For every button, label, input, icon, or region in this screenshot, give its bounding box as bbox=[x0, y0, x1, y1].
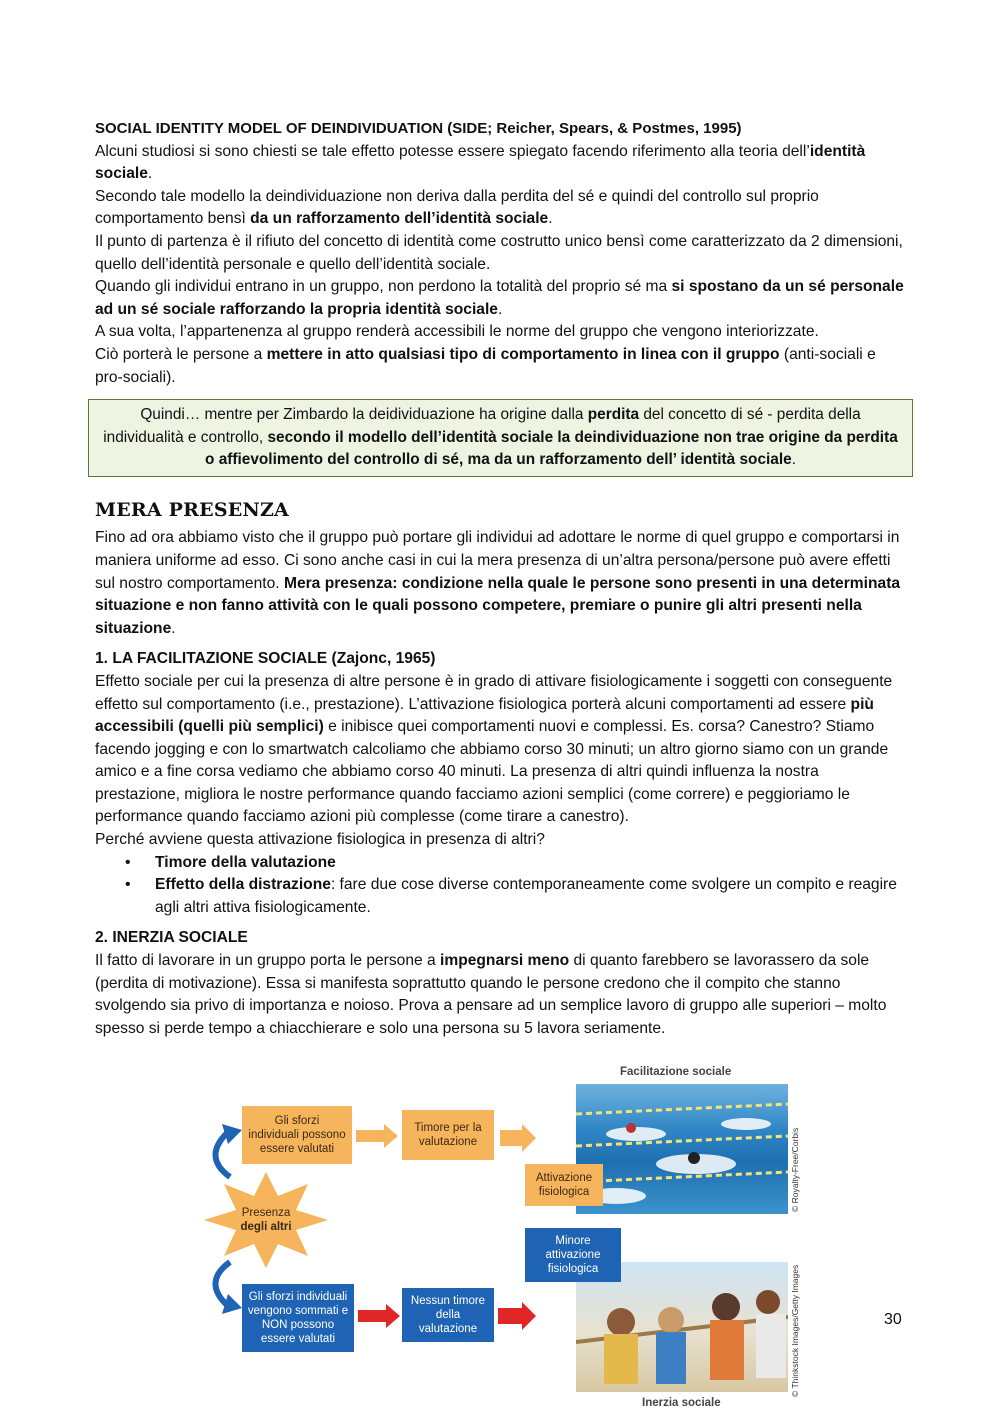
facilitation-inertia-diagram bbox=[200, 1062, 800, 1414]
star-label-bottom: degli altri bbox=[240, 1221, 292, 1233]
curved-arrow-down-icon bbox=[200, 1258, 250, 1318]
facilitazione-paragraph: Effetto sociale per cui la presenza di altre persone è in grado di attivare fisiologicamente i soggetti con conseguente effetto sul comportamento (i.e., prestazione). L’attivazione fisiologica porterà alcuni comportamenti ad essere più accessibili (quelli più semplici) e inibisce quei comportamenti nuovi e complessi. Es. corsa? Canestro? Stiamo facendo jogging e con lo smartwatch calcoliamo che abbiamo corso 30 minuti; un altro giorno siamo con un grande amico e a fine corsa vediamo che abbiamo corso 40 minuti. La presenza di altri quindi influenza la nostra prestazione, migliora le nostre performance quando facciamo azioni semplici (come correre) e peggioriamo le performance quando facciamo azioni più complesse (come tirare a canestro). bbox=[95, 672, 893, 826]
swimmers-photo bbox=[576, 1084, 788, 1214]
side-paragraph-2: Secondo tale modello la deindividuazione non deriva dalla perdita del sé e quindi del controllo sul proprio comportamento bensì da un rafforzamento dell’identità sociale. bbox=[95, 187, 819, 228]
facilitazione-list bbox=[95, 852, 905, 920]
box-minore-attivazione: Minore attivazione fisiologica bbox=[525, 1228, 621, 1282]
page-body bbox=[95, 118, 905, 1040]
list-item: • Effetto della distrazione: fare due cose diverse contemporaneamente come svolgere un compito e reagire agli altri attiva fisiologicamente. bbox=[155, 874, 905, 919]
arrow-right-red-2-icon bbox=[498, 1302, 538, 1330]
box-attivazione-fisiologica: Attivazione fisiologica bbox=[525, 1164, 603, 1206]
mera-paragraph: Fino ad ora abbiamo visto che il gruppo può portare gli individui ad adottare le norme di quel gruppo e comportarsi in maniera uniforme ad esso. Ci sono anche casi in cui la mera presenza di un’altra persona/persone può avere effetti sul nostro comportamento. Mera presenza: condizione nella quale le persone sono presenti in una determinata situazione e non fanno attività con le quali possono competere, premiare o punire gli altri presenti nella situazione. bbox=[95, 529, 901, 637]
swimmers-photo-art bbox=[576, 1084, 788, 1214]
page-number: 30 bbox=[884, 1311, 902, 1328]
inerzia-paragraph: Il fatto di lavorare in un gruppo porta le persone a impegnarsi meno di quanto farebbero se lavorassero da sole (perdita di motivazione). Essa si manifesta soprattutto quando le persone credono che il compito che stanno svolgendo sia privo di importanza e noioso. Prova a pensare ad un semplice lavoro di gruppo alle superiori – molto spesso si perde tempo a chiacchierare e solo una persona su 5 lavora seriamente. bbox=[95, 952, 887, 1037]
photo-credit-top: © Royalty-Free/Corbis bbox=[790, 1127, 800, 1212]
facilitazione-question: Perché avviene questa attivazione fisiologica in presenza di altri? bbox=[95, 831, 545, 849]
caption-inerzia: Inerzia sociale bbox=[642, 1397, 721, 1409]
side-paragraph-1: Alcuni studiosi si sono chiesti se tale effetto potesse essere spiegato facendo riferimento alla teoria dell’identità sociale. bbox=[95, 142, 866, 183]
box-nessun-timore: Nessun timore della valutazione bbox=[402, 1288, 494, 1342]
side-paragraph-5: A sua volta, l’appartenenza al gruppo renderà accessibili le norme del gruppo che vengono interiorizzate. bbox=[95, 323, 819, 341]
star-label bbox=[226, 1202, 306, 1238]
side-paragraph-4: Quando gli individui entrano in un gruppo, non perdono la totalità del proprio sé ma si spostano da un sé personale ad un sé sociale rafforzando la propria identità sociale. bbox=[95, 278, 904, 318]
inerzia-title: 2. INERZIA SOCIALE bbox=[95, 929, 248, 947]
arrow-right-red-icon bbox=[358, 1304, 402, 1328]
summary-box: Quindi… mentre per Zimbardo la deidividuazione ha origine dalla perdita del concetto di sé - perdita della individualità e controllo, secondo il modello dell’identità sociale la deindividuazione non trae origine da perdita o affievolimento del controllo di sé, ma da un rafforzamento dell’ identità sociale. bbox=[88, 399, 913, 477]
facilitazione-title: 1. LA FACILITAZIONE SOCIALE (Zajonc, 1965) bbox=[95, 650, 436, 668]
arrow-down-right-icon bbox=[498, 1124, 538, 1164]
caption-facilitazione: Facilitazione sociale bbox=[620, 1066, 732, 1078]
box-sforzi-sommati: Gli sforzi individuali vengono sommati e NON possono essere valutati bbox=[242, 1284, 354, 1352]
curved-arrow-up-icon bbox=[200, 1122, 250, 1182]
star-label-top: Presenza bbox=[241, 1207, 291, 1219]
side-title: SOCIAL IDENTITY MODEL OF DEINDIVIDUATION (SIDE; Reicher, Spears, & Postmes, 1995) bbox=[95, 120, 742, 137]
arrow-right-icon bbox=[356, 1124, 400, 1148]
list-item: • Timore della valutazione bbox=[155, 852, 905, 875]
box-sforzi-valutati: Gli sforzi individuali possono essere valutati bbox=[242, 1106, 352, 1164]
mera-presenza-heading: MERA PRESENZA bbox=[95, 499, 290, 522]
side-paragraph-3: Il punto di partenza è il rifiuto del concetto di identità come costrutto unico bensì come caratterizzato da 2 dimensioni, quello dell’identità personale e quello dell’identità sociale. bbox=[95, 232, 903, 273]
side-paragraph-6: Ciò porterà le persone a mettere in atto qualsiasi tipo di comportamento in linea con il gruppo (anti-sociali e pro-sociali). bbox=[95, 345, 876, 386]
box-timore-valutazione: Timore per la valutazione bbox=[402, 1110, 494, 1160]
photo-credit-bottom: © Thinkstock Images/Getty Images bbox=[790, 1264, 800, 1397]
